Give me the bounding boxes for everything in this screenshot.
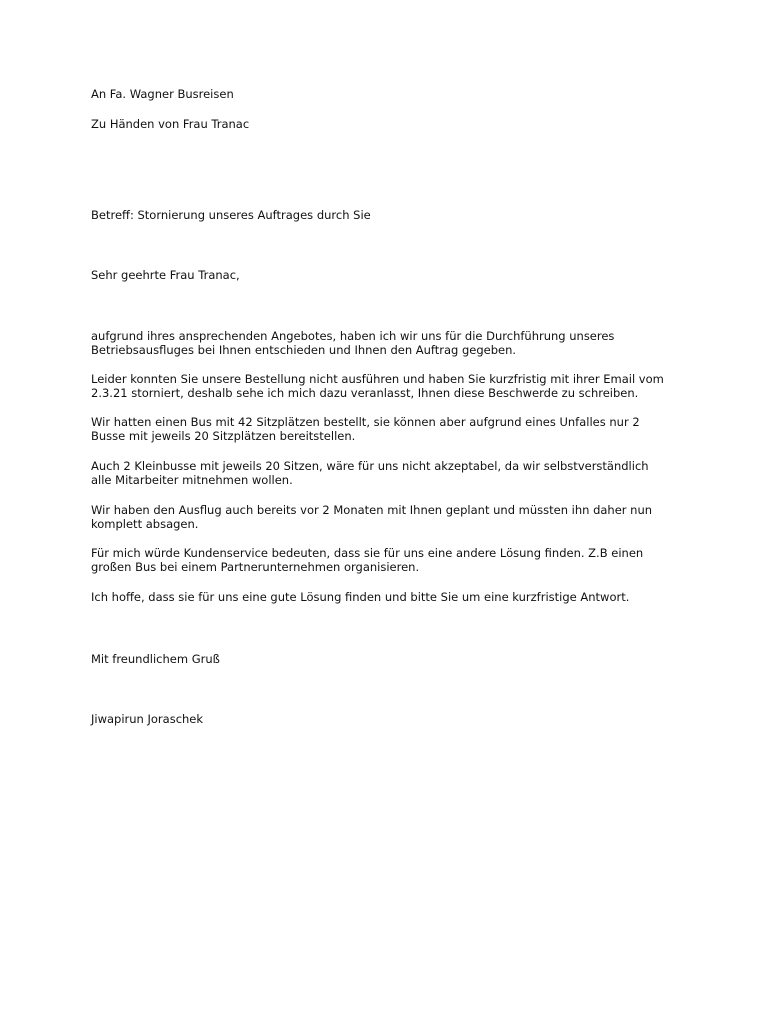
body-paragraph-5 bbox=[91, 503, 691, 531]
paragraph-line: Auch 2 Kleinbusse mit jeweils 20 Sitzen, wäre für uns nicht akzeptabel, da wir selbstverständlich bbox=[91, 459, 649, 473]
paragraph-line: Busse mit jeweils 20 Sitzplätzen bereitstellen. bbox=[91, 429, 356, 443]
body-paragraph-6 bbox=[91, 546, 691, 574]
paragraph-line: alle Mitarbeiter mitnehmen wollen. bbox=[91, 473, 293, 487]
paragraph-line: Ich hoffe, dass sie für uns eine gute Lösung finden und bitte Sie um eine kurzfristige Antwort. bbox=[91, 590, 630, 604]
paragraph-line: Leider konnten Sie unsere Bestellung nicht ausführen und haben Sie kurzfristig mit ihrer Email vom bbox=[91, 372, 664, 386]
attention-line: Zu Händen von Frau Tranac bbox=[91, 117, 250, 131]
body-paragraph-4 bbox=[91, 459, 691, 487]
paragraph-line: Betriebsausfluges bei Ihnen entschieden und Ihnen den Auftrag gegeben. bbox=[91, 343, 517, 357]
recipient-line: An Fa. Wagner Busreisen bbox=[91, 87, 234, 101]
paragraph-line: aufgrund ihres ansprechenden Angebotes, haben ich wir uns für die Durchführung unseres bbox=[91, 329, 615, 343]
closing: Mit freundlichem Gruß bbox=[91, 652, 220, 666]
body-paragraph-7 bbox=[91, 590, 691, 604]
paragraph-line: 2.3.21 storniert, deshalb sehe ich mich dazu veranlasst, Ihnen diese Beschwerde zu schreiben. bbox=[91, 386, 639, 400]
body-paragraph-1 bbox=[91, 329, 691, 357]
paragraph-line: komplett absagen. bbox=[91, 517, 199, 531]
paragraph-line: Wir hatten einen Bus mit 42 Sitzplätzen bestellt, sie können aber aufgrund eines Unfalles nur 2 bbox=[91, 415, 640, 429]
body-paragraph-2 bbox=[91, 372, 691, 400]
body-paragraph-3 bbox=[91, 415, 691, 443]
signature: Jiwapirun Joraschek bbox=[91, 712, 204, 726]
salutation: Sehr geehrte Frau Tranac, bbox=[91, 268, 240, 282]
paragraph-line: großen Bus bei einem Partnerunternehmen organisieren. bbox=[91, 560, 420, 574]
paragraph-line: Wir haben den Ausflug auch bereits vor 2 Monaten mit Ihnen geplant und müssten ihn daher nun bbox=[91, 503, 653, 517]
subject-line: Betreff: Stornierung unseres Auftrages durch Sie bbox=[91, 208, 371, 222]
paragraph-line: Für mich würde Kundenservice bedeuten, dass sie für uns eine andere Lösung finden. Z.B einen bbox=[91, 546, 644, 560]
